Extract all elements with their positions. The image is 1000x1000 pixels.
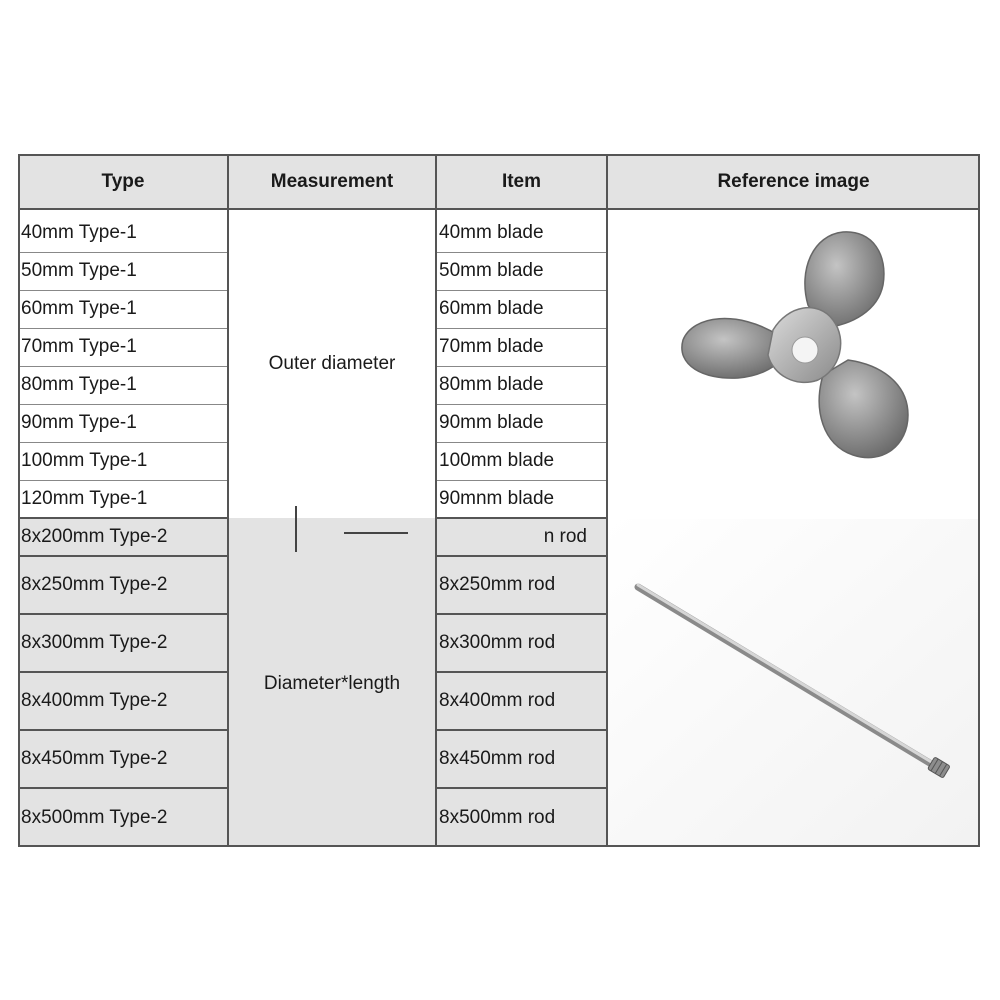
item-cell: n rod [543, 526, 587, 547]
type-cell: 50mm Type-1 [21, 260, 137, 281]
item-cell: 8x300mm rod [439, 632, 556, 653]
type-cell: 8x450mm Type-2 [21, 748, 168, 769]
item-cell: 40mm blade [439, 222, 544, 243]
item-cell: 80mm blade [439, 374, 544, 395]
item-cell: 70mm blade [439, 336, 544, 357]
type-cell: 8x200mm Type-2 [21, 526, 168, 547]
type-cell: 8x400mm Type-2 [21, 690, 168, 711]
measurement-outer-diameter: Outer diameter [268, 353, 396, 374]
type-cell: 90mm Type-1 [21, 412, 137, 433]
item-cell: 8x450mm rod [439, 748, 556, 769]
scan-artifact-line [344, 532, 408, 534]
header-type: Type [18, 154, 228, 209]
item-cell: 90mm blade [439, 412, 544, 433]
type-cell: 70mm Type-1 [21, 336, 137, 357]
header-reference-image: Reference image [607, 154, 980, 209]
item-cell: 90mnm blade [439, 488, 555, 509]
header-item: Item [436, 154, 607, 209]
item-cell: 50mm blade [439, 260, 544, 281]
scan-artifact-line [295, 506, 297, 552]
type-cell: 40mm Type-1 [21, 222, 137, 243]
item-cell: 8x400mm rod [439, 690, 556, 711]
type-cell: 120mm Type-1 [21, 488, 148, 509]
header-measurement: Measurement [228, 154, 436, 209]
type-cell: 8x300mm Type-2 [21, 632, 168, 653]
measurement-diameter-length: Diameter*length [263, 673, 401, 694]
item-cell: 60mm blade [439, 298, 544, 319]
type-cell: 8x500mm Type-2 [21, 806, 168, 828]
item-cell: 100mm blade [439, 450, 555, 471]
item-cell: 8x500mm rod [439, 806, 556, 828]
propeller-blade-image [608, 210, 978, 517]
item-cell: 8x250mm rod [439, 574, 556, 595]
spec-table [18, 154, 980, 847]
type-cell: 8x250mm Type-2 [21, 574, 168, 595]
type-cell: 80mm Type-1 [21, 374, 137, 395]
stirring-rod-image [608, 519, 978, 845]
type-cell: 100mm Type-1 [21, 450, 148, 471]
type-cell: 60mm Type-1 [21, 298, 137, 319]
